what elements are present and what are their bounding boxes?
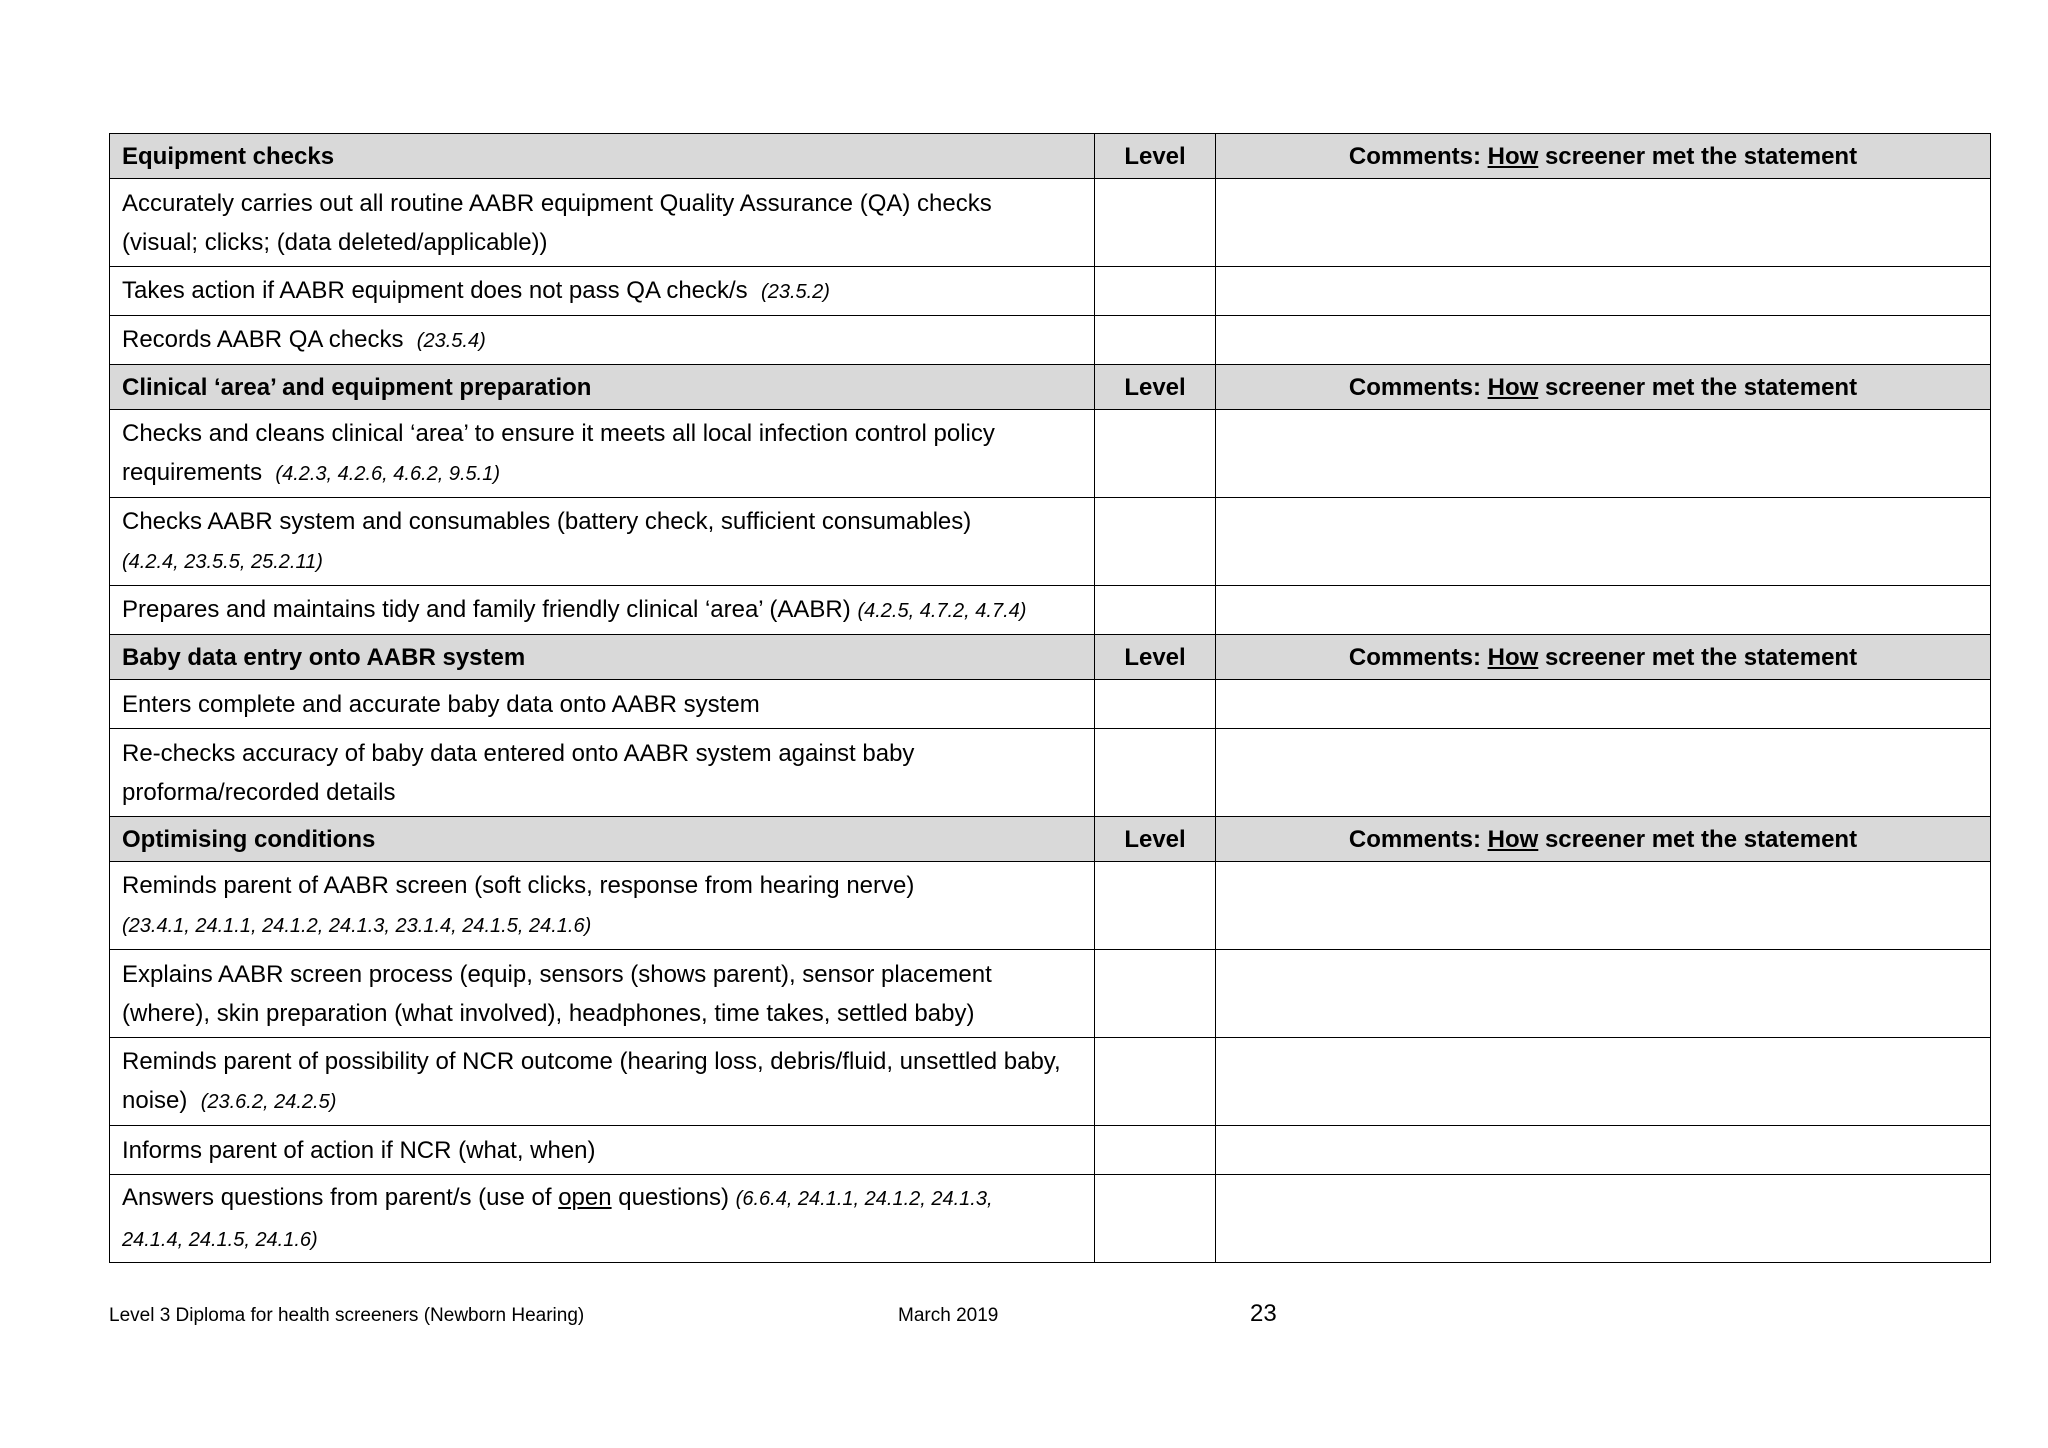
comments-cell[interactable] <box>1216 179 1991 267</box>
table-row <box>110 586 1991 635</box>
statement-cell: Takes action if AABR equipment does not pass QA check/s (23.5.2) <box>110 267 1095 316</box>
statement-cell: Enters complete and accurate baby data onto AABR system <box>110 680 1095 729</box>
section-header-row <box>110 635 1991 680</box>
level-cell[interactable] <box>1095 498 1216 586</box>
comments-cell[interactable] <box>1216 1038 1991 1126</box>
level-cell[interactable] <box>1095 267 1216 316</box>
statement-cell: Reminds parent of possibility of NCR outcome (hearing loss, debris/fluid, unsettled baby, noise) (23.6.2, 24.2.5) <box>110 1038 1095 1126</box>
section-header-row <box>110 365 1991 410</box>
table-row <box>110 498 1991 586</box>
comments-cell[interactable] <box>1216 729 1991 817</box>
level-cell[interactable] <box>1095 680 1216 729</box>
reference-codes: (4.2.4, 23.5.5, 25.2.11) <box>122 550 323 573</box>
level-cell[interactable] <box>1095 1126 1216 1175</box>
comments-cell[interactable] <box>1216 410 1991 498</box>
reference-codes: (23.5.4) <box>416 329 486 352</box>
comments-header: Comments: How screener met the statement <box>1216 134 1991 179</box>
table-row <box>110 1175 1991 1263</box>
comments-cell[interactable] <box>1216 680 1991 729</box>
table-row <box>110 410 1991 498</box>
comments-cell[interactable] <box>1216 316 1991 365</box>
statement-cell: Records AABR QA checks (23.5.4) <box>110 316 1095 365</box>
assessment-table <box>109 133 1991 1263</box>
table-row <box>110 680 1991 729</box>
emphasis-word: open <box>558 1183 612 1211</box>
comments-cell[interactable] <box>1216 862 1991 950</box>
section-header-row <box>110 134 1991 179</box>
reference-codes: (6.6.4, 24.1.1, 24.1.2, 24.1.3, <box>735 1187 993 1210</box>
level-cell[interactable] <box>1095 729 1216 817</box>
reference-codes: 24.1.4, 24.1.5, 24.1.6) <box>122 1228 318 1251</box>
section-title: Clinical ‘area’ and equipment preparation <box>110 365 1095 410</box>
reference-codes: (23.5.2) <box>761 280 830 303</box>
comments-cell[interactable] <box>1216 586 1991 635</box>
level-header: Level <box>1095 365 1216 410</box>
table-row <box>110 179 1991 267</box>
statement-cell: Explains AABR screen process (equip, sensors (shows parent), sensor placement (where), skin preparation (what involved), headphones, time takes, settled baby) <box>110 950 1095 1038</box>
reference-codes: (4.2.3, 4.2.6, 4.6.2, 9.5.1) <box>275 462 500 485</box>
table-row <box>110 950 1991 1038</box>
comments-cell[interactable] <box>1216 950 1991 1038</box>
page-number: 23 <box>1250 1300 1277 1327</box>
level-cell[interactable] <box>1095 862 1216 950</box>
comments-header: Comments: How screener met the statement <box>1216 365 1991 410</box>
comments-header: Comments: How screener met the statement <box>1216 635 1991 680</box>
footer-date: March 2019 <box>898 1305 999 1326</box>
table-row <box>110 862 1991 950</box>
level-cell[interactable] <box>1095 316 1216 365</box>
level-header: Level <box>1095 635 1216 680</box>
section-title: Optimising conditions <box>110 817 1095 862</box>
table-row <box>110 1038 1991 1126</box>
statement-cell: Checks and cleans clinical ‘area’ to ensure it meets all local infection control policy requirements (4.2.3, 4.2.6, 4.6.2, 9.5.1) <box>110 410 1095 498</box>
level-cell[interactable] <box>1095 586 1216 635</box>
level-header: Level <box>1095 134 1216 179</box>
statement-cell: Prepares and maintains tidy and family friendly clinical ‘area’ (AABR) (4.2.5, 4.7.2, 4.7.4) <box>110 586 1095 635</box>
comments-cell[interactable] <box>1216 498 1991 586</box>
table-row <box>110 729 1991 817</box>
reference-codes: (4.2.5, 4.7.2, 4.7.4) <box>857 599 1027 622</box>
statement-cell: Informs parent of action if NCR (what, when) <box>110 1126 1095 1175</box>
table-row <box>110 1126 1991 1175</box>
comments-cell[interactable] <box>1216 1126 1991 1175</box>
statement-cell: Re-checks accuracy of baby data entered onto AABR system against baby proforma/recorded details <box>110 729 1095 817</box>
level-cell[interactable] <box>1095 179 1216 267</box>
comments-header: Comments: How screener met the statement <box>1216 817 1991 862</box>
comments-cell[interactable] <box>1216 1175 1991 1263</box>
level-cell[interactable] <box>1095 1175 1216 1263</box>
statement-cell: Accurately carries out all routine AABR equipment Quality Assurance (QA) checks (visual; clicks; (data deleted/applicable)) <box>110 179 1095 267</box>
section-title: Equipment checks <box>110 134 1095 179</box>
level-cell[interactable] <box>1095 950 1216 1038</box>
section-title: Baby data entry onto AABR system <box>110 635 1095 680</box>
statement-cell: Reminds parent of AABR screen (soft clicks, response from hearing nerve) (23.4.1, 24.1.1, 24.1.2, 24.1.3, 23.1.4, 24.1.5, 24.1.6) <box>110 862 1095 950</box>
statement-cell: Checks AABR system and consumables (battery check, sufficient consumables) (4.2.4, 23.5.5, 25.2.11) <box>110 498 1095 586</box>
reference-codes: (23.4.1, 24.1.1, 24.1.2, 24.1.3, 23.1.4, 24.1.5, 24.1.6) <box>122 914 592 937</box>
comments-cell[interactable] <box>1216 267 1991 316</box>
table-row <box>110 267 1991 316</box>
table-row <box>110 316 1991 365</box>
statement-cell: Answers questions from parent/s (use of open questions) (6.6.4, 24.1.1, 24.1.2, 24.1.3, 24.1.4, 24.1.5, 24.1.6) <box>110 1175 1095 1263</box>
level-cell[interactable] <box>1095 1038 1216 1126</box>
reference-codes: (23.6.2, 24.2.5) <box>200 1090 337 1113</box>
level-header: Level <box>1095 817 1216 862</box>
footer-document-title: Level 3 Diploma for health screeners (Newborn Hearing) <box>109 1305 585 1326</box>
section-header-row <box>110 817 1991 862</box>
level-cell[interactable] <box>1095 410 1216 498</box>
